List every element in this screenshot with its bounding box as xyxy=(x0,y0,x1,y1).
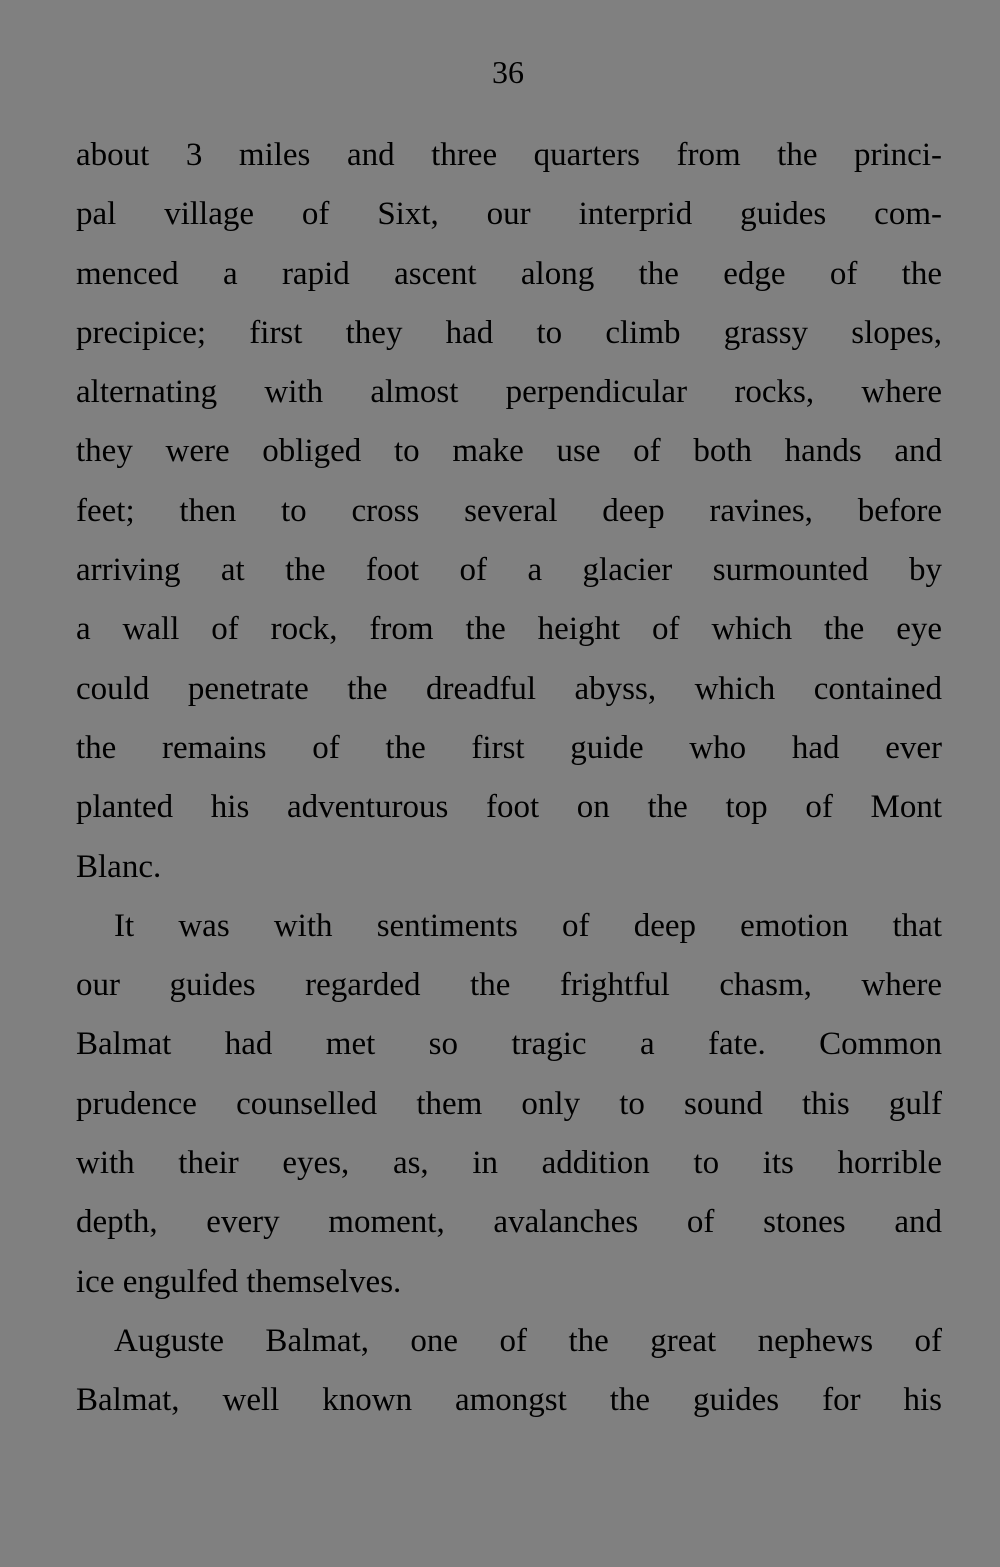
text-line: Balmat, well known amongst the guides for his xyxy=(76,1382,942,1419)
text-line: ice engulfed themselves. xyxy=(76,1263,402,1300)
body-text xyxy=(76,126,942,1431)
text-line: planted his adventurous foot on the top of Mont xyxy=(76,789,942,826)
text-line: our guides regarded the frightful chasm, where xyxy=(76,967,942,1004)
text-line: a wall of rock, from the height of which the eye xyxy=(76,611,942,648)
text-line: with their eyes, as, in addition to its horrible xyxy=(76,1145,942,1182)
text-line: Blanc. xyxy=(76,848,162,885)
text-line: precipice; first they had to climb grassy slopes, xyxy=(76,314,942,351)
text-line: feet; then to cross several deep ravines, before xyxy=(76,492,942,529)
text-line: pal village of Sixt, our interprid guides com- xyxy=(76,196,942,233)
text-line: Balmat had met so tragic a fate. Common xyxy=(76,1026,942,1063)
text-line: It was with sentiments of deep emotion that xyxy=(114,907,942,944)
text-line: could penetrate the dreadful abyss, which contained xyxy=(76,670,942,707)
text-line: alternating with almost perpendicular rocks, where xyxy=(76,374,942,411)
text-line: the remains of the first guide who had ever xyxy=(76,729,942,766)
text-line: they were obliged to make use of both hands and xyxy=(76,433,942,470)
text-line: depth, every moment, avalanches of stones and xyxy=(76,1204,942,1241)
text-line: prudence counselled them only to sound this gulf xyxy=(76,1085,942,1122)
text-line: arriving at the foot of a glacier surmounted by xyxy=(76,552,942,589)
page-number: 36 xyxy=(492,54,524,90)
text-line: menced a rapid ascent along the edge of the xyxy=(76,255,942,292)
text-line: Auguste Balmat, one of the great nephews of xyxy=(114,1322,942,1359)
text-line: about 3 miles and three quarters from the princi- xyxy=(76,137,942,173)
